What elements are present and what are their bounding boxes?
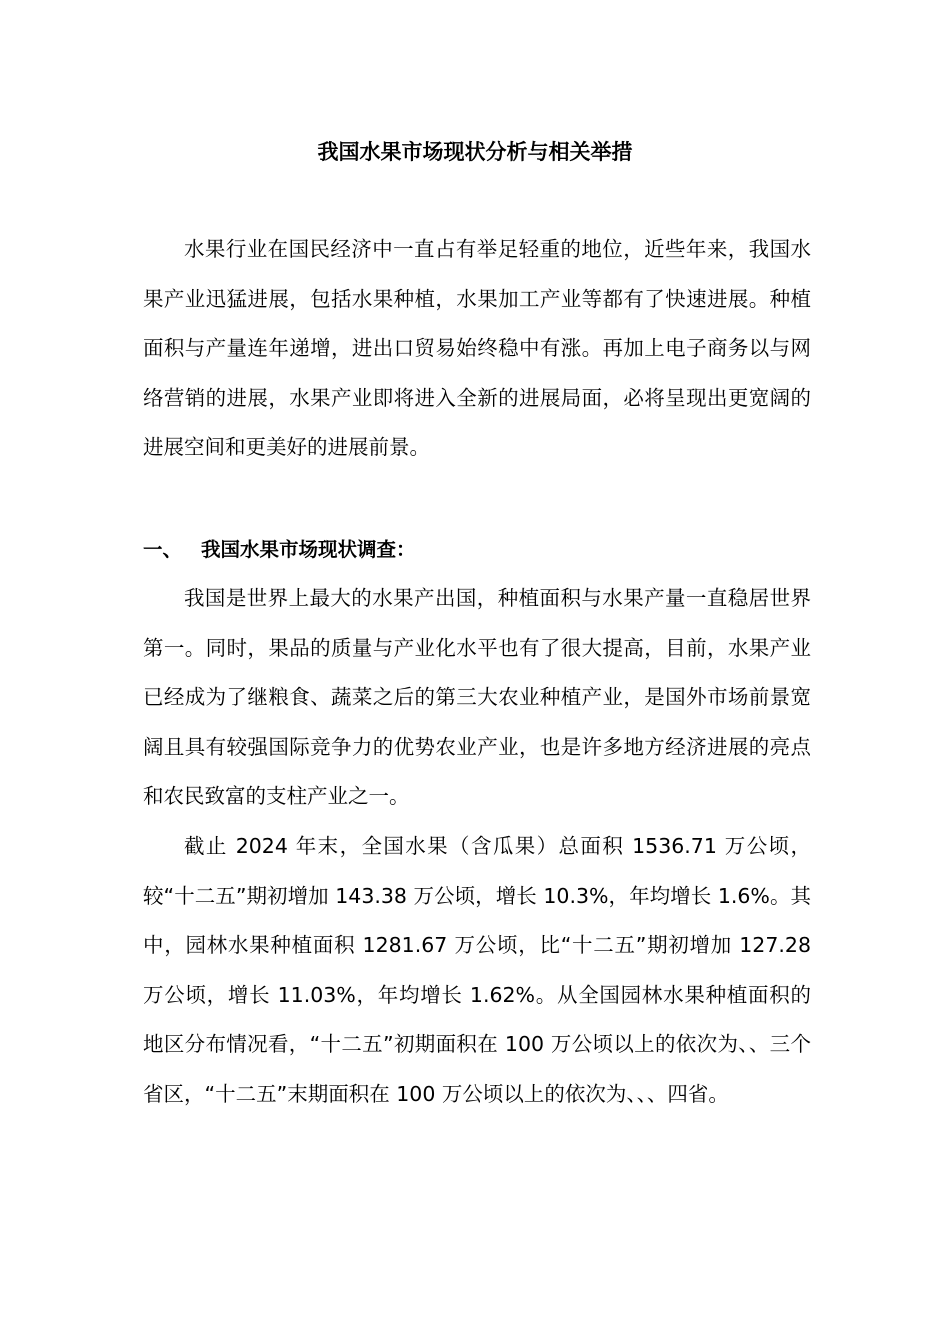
section-number: 一、 xyxy=(143,538,183,561)
document-title: 我国水果市场现状分析与相关举措 xyxy=(317,140,633,164)
section-heading xyxy=(143,532,416,568)
intro-paragraph: 水果行业在国民经济中一直占有举足轻重的地位，近些年来，我国水果产业迅猛进展，包括水果种植，水果加工产业等都有了快速进展。种植面积与产量连年递增，进出口贸易始终稳中有涨。再加上电子商务以与网络营销的进展，水果产业即将进入全新的进展局面，必将呈现出更宽阔的进展空间和更美好的进展前景。 xyxy=(143,237,811,460)
section-paragraph: 截止 2024 年末，全国水果（含瓜果）总面积 1536.71 万公顷，较“十二五”期初增加 143.38 万公顷，增长 10.3%，年均增长 1.6%。其中，园林水果种植面积 1281.67 万公顷，比“十二五”期初增加 127.28 万公顷，增长 11.03%，年均增长 1.62%。从全国园林水果种植面积的地区分布情况看，“十二五”初期面积在 100 万公顷以上的依次为、、三个省区，“十二五”末期面积在 100 万公顷以上的依次为、、、四省。 xyxy=(143,834,811,1106)
section-paragraph: 我国是世界上最大的水果产出国，种植面积与水果产量一直稳居世界第一。同时，果品的质量与产业化水平也有了很大提高，目前，水果产业已经成为了继粮食、蔬菜之后的第三大农业种植产业，是国外市场前景宽阔且具有较强国际竞争力的优势农业产业，也是许多地方经济进展的亮点和农民致富的支柱产业之一。 xyxy=(143,586,811,809)
section-title: 我国水果市场现状调查： xyxy=(201,538,416,561)
